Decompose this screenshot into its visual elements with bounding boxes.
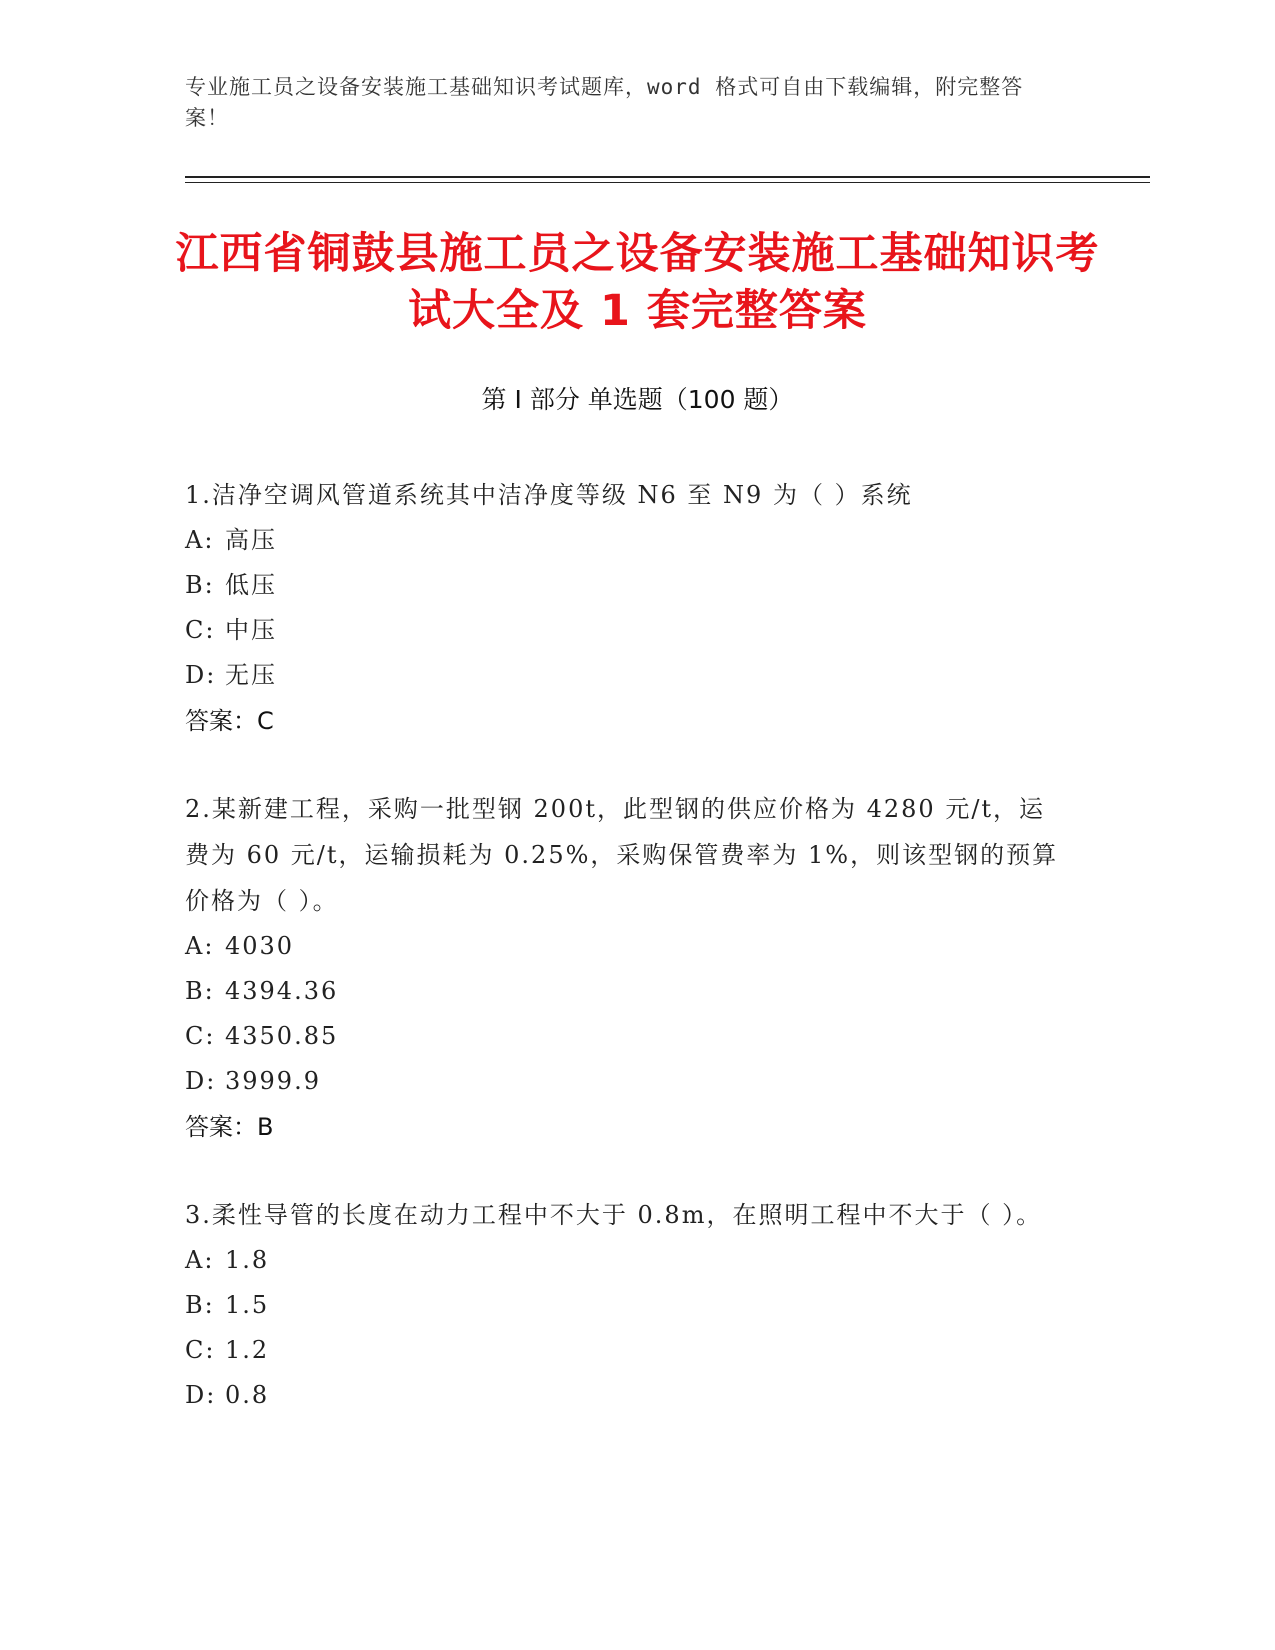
option-a — [185, 518, 1065, 563]
header-note: 专业施工员之设备安装施工基础知识考试题库，word 格式可自由下载编辑，附完整答案！ — [185, 75, 1024, 130]
option-text: 4350.85 — [225, 1022, 339, 1050]
option-a — [185, 924, 1065, 969]
question-1 — [185, 472, 1065, 744]
option-text: 低压 — [225, 571, 277, 599]
option-key: B: — [185, 571, 215, 599]
option-text: 1.8 — [225, 1246, 270, 1274]
option-key: C: — [185, 1022, 216, 1050]
question-2 — [185, 786, 1065, 1150]
option-text: 中压 — [225, 616, 277, 644]
option-d — [185, 1373, 1065, 1418]
option-a — [185, 1238, 1065, 1283]
option-text: 1.5 — [225, 1291, 270, 1319]
question-stem: 1.洁净空调风管道系统其中洁净度等级 N6 至 N9 为（ ）系统 — [185, 481, 913, 509]
option-b — [185, 969, 1065, 1014]
option-key: C: — [185, 616, 216, 644]
option-key: A: — [185, 1246, 215, 1274]
answer-text: 答案：B — [185, 1113, 274, 1141]
option-text: 4030 — [225, 932, 295, 960]
option-d — [185, 1059, 1065, 1104]
option-key: C: — [185, 1336, 216, 1364]
header-divider-thick — [185, 176, 1150, 178]
option-c — [185, 1014, 1065, 1059]
option-key: B: — [185, 977, 215, 1005]
option-key: A: — [185, 932, 215, 960]
answer-text: 答案：C — [185, 707, 274, 735]
option-key: B: — [185, 1291, 215, 1319]
option-key: A: — [185, 526, 215, 554]
option-b — [185, 563, 1065, 608]
header-divider-thin — [185, 182, 1150, 183]
question-3 — [185, 1192, 1065, 1418]
section-title: 第 I 部分 单选题（100 题） — [481, 385, 794, 414]
option-key: D: — [185, 1381, 217, 1409]
option-text: 4394.36 — [225, 977, 339, 1005]
question-stem: 3.柔性导管的长度在动力工程中不大于 0.8m，在照明工程中不大于（ ）。 — [185, 1201, 1043, 1229]
option-d — [185, 653, 1065, 698]
option-text: 高压 — [225, 526, 277, 554]
option-key: D: — [185, 661, 217, 689]
document-title: 江西省铜鼓县施工员之设备安装施工基础知识考试大全及 1 套完整答案 — [175, 229, 1100, 336]
option-text: 1.2 — [225, 1336, 270, 1364]
option-b — [185, 1283, 1065, 1328]
option-text: 0.8 — [225, 1381, 270, 1409]
option-key: D: — [185, 1067, 217, 1095]
question-list — [185, 472, 1065, 1460]
option-text: 3999.9 — [225, 1067, 321, 1095]
question-stem: 2.某新建工程，采购一批型钢 200t，此型钢的供应价格为 4280 元/t，运费为 60 元/t，运输损耗为 0.25%，采购保管费率为 1%，则该型钢的预算价格为（ ）。 — [185, 795, 1059, 915]
option-c — [185, 608, 1065, 653]
option-text: 无压 — [225, 661, 277, 689]
option-c — [185, 1328, 1065, 1373]
